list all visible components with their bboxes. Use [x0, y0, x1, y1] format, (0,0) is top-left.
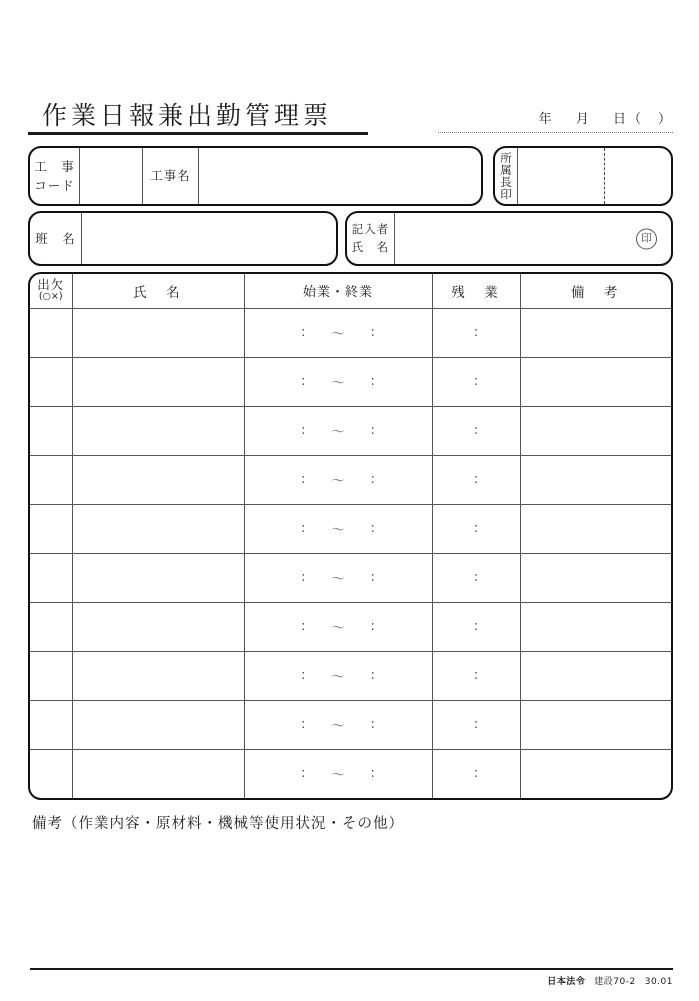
construction-code-label-line1: 工 事: [34, 158, 75, 174]
time-range-separator: 〜: [331, 523, 345, 538]
end-time-placeholder: :: [370, 717, 375, 732]
time-range-separator: 〜: [331, 376, 345, 391]
overtime-placeholder: :: [473, 668, 479, 683]
table-header-row: [30, 274, 671, 308]
cell-attendance[interactable]: [30, 651, 72, 700]
date-year-label: 年: [538, 112, 554, 127]
cell-overtime[interactable]: [432, 357, 520, 406]
start-time-placeholder: :: [301, 472, 306, 487]
end-time-placeholder: :: [370, 423, 375, 438]
recorder-label-line1: 記入者: [351, 221, 390, 236]
table-row: [30, 504, 671, 553]
cell-name[interactable]: [72, 700, 244, 749]
cell-remarks[interactable]: [520, 406, 671, 455]
overtime-placeholder: :: [473, 423, 479, 438]
cell-remarks[interactable]: [520, 357, 671, 406]
cell-overtime[interactable]: [432, 406, 520, 455]
cell-overtime[interactable]: [432, 700, 520, 749]
department-head-seal-label: 所属長印: [495, 148, 518, 204]
start-time-placeholder: :: [301, 668, 306, 683]
cell-name[interactable]: [72, 602, 244, 651]
date-entry-line[interactable]: [438, 108, 673, 133]
seal-icon: 印: [636, 228, 657, 249]
overtime-placeholder: :: [473, 521, 479, 536]
form-code: 建設70-2: [594, 977, 636, 987]
cell-overtime[interactable]: [432, 651, 520, 700]
column-header-remarks: 備 考: [520, 274, 671, 308]
end-time-placeholder: :: [370, 668, 375, 683]
cell-overtime[interactable]: [432, 749, 520, 798]
overtime-placeholder: :: [473, 619, 479, 634]
team-name-input[interactable]: [82, 213, 336, 264]
cell-remarks[interactable]: [520, 700, 671, 749]
cell-work-time[interactable]: [244, 406, 432, 455]
time-range-separator: 〜: [331, 327, 345, 342]
cell-name[interactable]: [72, 504, 244, 553]
form-version: 30.01: [644, 977, 673, 987]
cell-attendance[interactable]: [30, 504, 72, 553]
construction-code-input[interactable]: [80, 148, 143, 204]
construction-code-label: [30, 148, 80, 204]
cell-attendance[interactable]: [30, 602, 72, 651]
construction-name-label: 工事名: [143, 148, 199, 204]
recorder-name-box: [345, 211, 673, 266]
start-time-placeholder: :: [301, 423, 306, 438]
title-underline: [28, 132, 368, 135]
time-range-separator: 〜: [331, 670, 345, 685]
end-time-placeholder: :: [370, 472, 375, 487]
cell-attendance[interactable]: [30, 455, 72, 504]
time-range-separator: 〜: [331, 621, 345, 636]
end-time-placeholder: :: [370, 521, 375, 536]
cell-name[interactable]: [72, 455, 244, 504]
table-body: [30, 308, 671, 798]
date-day-label: 日（ ）: [612, 112, 673, 127]
overtime-placeholder: :: [473, 717, 479, 732]
cell-work-time[interactable]: [244, 357, 432, 406]
table-row: [30, 553, 671, 602]
cell-work-time[interactable]: [244, 308, 432, 357]
team-name-box: [28, 211, 338, 266]
cell-overtime[interactable]: [432, 504, 520, 553]
start-time-placeholder: :: [301, 717, 306, 732]
cell-attendance[interactable]: [30, 749, 72, 798]
cell-name[interactable]: [72, 357, 244, 406]
bottom-rule: [30, 968, 673, 970]
overtime-placeholder: :: [473, 325, 479, 340]
table-row: [30, 406, 671, 455]
table-row: [30, 308, 671, 357]
cell-name[interactable]: [72, 651, 244, 700]
title-row: [28, 96, 673, 136]
start-time-placeholder: :: [301, 521, 306, 536]
start-time-placeholder: :: [301, 766, 306, 782]
cell-overtime[interactable]: [432, 308, 520, 357]
cell-remarks[interactable]: [520, 504, 671, 553]
end-time-placeholder: :: [370, 619, 375, 634]
remarks-note: 備考（作業内容・原材料・機械等使用状況・その他）: [32, 816, 404, 832]
column-header-overtime: 残 業: [432, 274, 520, 308]
seal-slots: [518, 148, 671, 204]
table-row: [30, 749, 671, 798]
overtime-placeholder: :: [473, 472, 479, 487]
recorder-name-label: [347, 213, 395, 264]
seal-slot-left[interactable]: [518, 148, 605, 204]
cell-remarks[interactable]: [520, 553, 671, 602]
construction-name-input[interactable]: [199, 148, 481, 204]
table-row: [30, 700, 671, 749]
cell-work-time[interactable]: [244, 553, 432, 602]
cell-attendance[interactable]: [30, 700, 72, 749]
date-month-label: 月: [575, 112, 591, 127]
cell-remarks[interactable]: [520, 651, 671, 700]
table-row: [30, 602, 671, 651]
cell-attendance[interactable]: [30, 553, 72, 602]
overtime-placeholder: :: [473, 374, 479, 389]
cell-name[interactable]: [72, 553, 244, 602]
department-head-seal-box: [493, 146, 673, 206]
recorder-label-line2: 氏 名: [351, 239, 390, 254]
cell-work-time[interactable]: [244, 700, 432, 749]
time-range-separator: 〜: [331, 768, 345, 784]
time-range-separator: 〜: [331, 474, 345, 489]
cell-overtime[interactable]: [432, 602, 520, 651]
construction-info-box: [28, 146, 483, 206]
attendance-header-main: 出欠: [37, 277, 65, 293]
attendance-header-sub: (○×): [38, 291, 63, 303]
seal-slot-right[interactable]: [605, 148, 671, 204]
end-time-placeholder: :: [370, 374, 375, 389]
end-time-placeholder: :: [370, 766, 375, 782]
recorder-name-input[interactable]: [395, 213, 671, 264]
cell-remarks[interactable]: [520, 455, 671, 504]
table-row: [30, 357, 671, 406]
cell-remarks[interactable]: [520, 308, 671, 357]
cell-remarks[interactable]: [520, 749, 671, 798]
cell-name[interactable]: [72, 308, 244, 357]
cell-work-time[interactable]: [244, 504, 432, 553]
column-header-name: 氏 名: [72, 274, 244, 308]
cell-name[interactable]: [72, 749, 244, 798]
overtime-placeholder: :: [473, 570, 479, 585]
table-row: [30, 651, 671, 700]
start-time-placeholder: :: [301, 374, 306, 389]
cell-attendance[interactable]: [30, 406, 72, 455]
page-title: 作業日報兼出勤管理票: [42, 101, 333, 130]
cell-name[interactable]: [72, 406, 244, 455]
end-time-placeholder: :: [370, 325, 375, 340]
work-time-header-text: 始業・終業: [302, 285, 373, 301]
publisher-name: 日本法令: [547, 977, 586, 987]
cell-work-time[interactable]: [244, 602, 432, 651]
cell-attendance[interactable]: [30, 357, 72, 406]
cell-overtime[interactable]: [432, 455, 520, 504]
team-name-label: 班 名: [30, 213, 82, 264]
cell-work-time[interactable]: [244, 749, 432, 798]
time-range-separator: 〜: [331, 719, 345, 734]
column-header-work-time: [244, 274, 432, 308]
start-time-placeholder: :: [301, 570, 306, 585]
column-header-attendance: [30, 274, 72, 308]
cell-overtime[interactable]: [432, 553, 520, 602]
overtime-placeholder: :: [473, 766, 479, 782]
time-range-separator: 〜: [331, 425, 345, 440]
publisher-imprint: [547, 974, 673, 987]
start-time-placeholder: :: [301, 619, 306, 634]
cell-work-time[interactable]: [244, 455, 432, 504]
start-time-placeholder: :: [301, 325, 306, 340]
construction-code-label-line2: コード: [34, 178, 75, 193]
table-row: [30, 455, 671, 504]
attendance-table: [28, 272, 673, 800]
cell-attendance[interactable]: [30, 308, 72, 357]
cell-remarks[interactable]: [520, 602, 671, 651]
end-time-placeholder: :: [370, 570, 375, 585]
cell-work-time[interactable]: [244, 651, 432, 700]
time-range-separator: 〜: [331, 572, 345, 587]
